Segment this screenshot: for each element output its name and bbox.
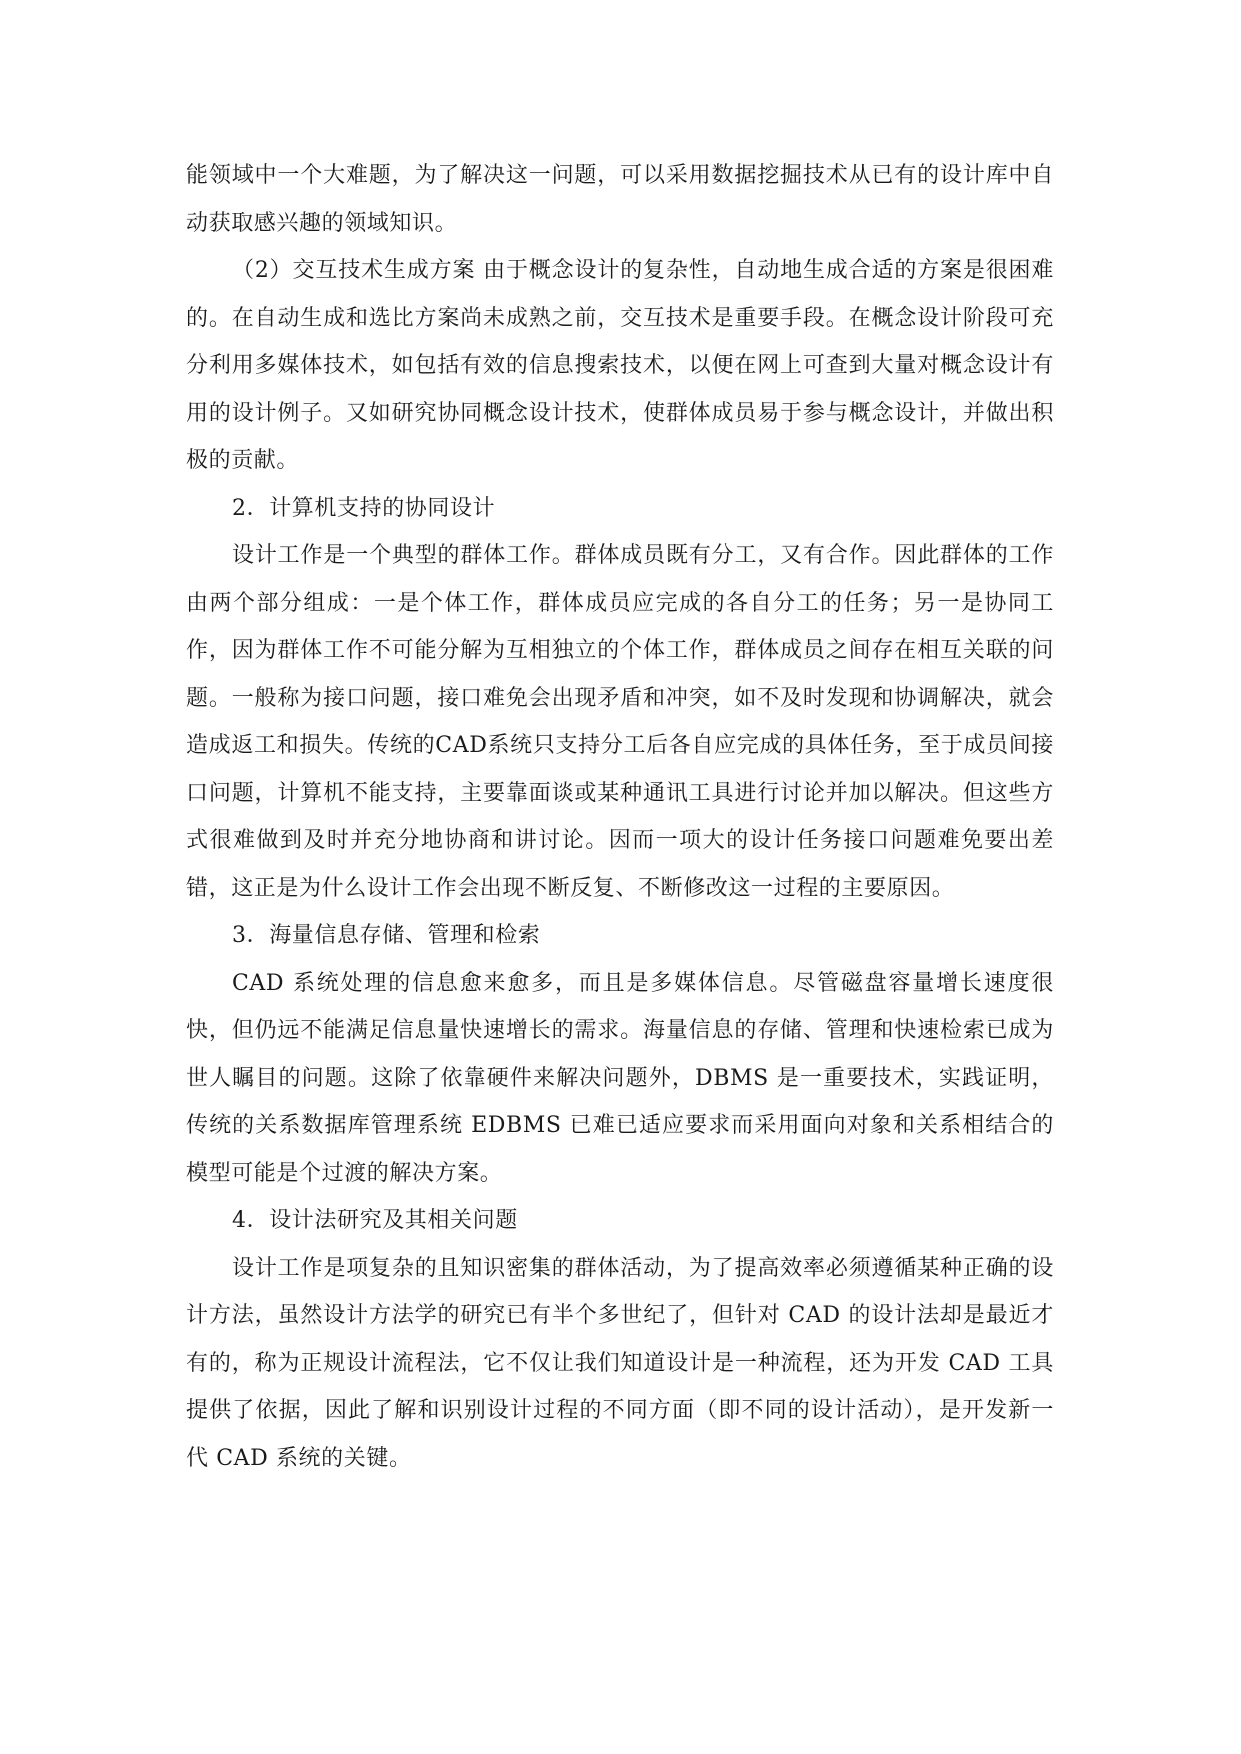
paragraph-continuation: 能领域中一个大难题，为了解决这一问题，可以采用数据挖掘技术从已有的设计库中自动获取感兴趣的领域知识。: [186, 163, 1054, 236]
section-heading-information-storage: 3．海量信息存储、管理和检索: [232, 923, 541, 948]
paragraph-collaborative-design: 设计工作是一个典型的群体工作。群体成员既有分工，又有合作。因此群体的工作由两个部分组成：一是个体工作，群体成员应完成的各自分工的任务；另一是协同工作，因为群体工作不可能分解为互相独立的个体工作，群体成员之间存在相互关联的问题。一般称为接口问题，接口难免会出现矛盾和冲突，如不及时发现和协调解决，就会造成返工和损失。传统的CAD系统只支持分工后各自应完成的具体任务，至于成员间接口问题，计算机不能支持，主要靠面谈或某种通讯工具进行讨论并加以解决。但这些方式很难做到及时并充分地协商和讲讨论。因而一项大的设计任务接口问题难免要出差错，这正是为什么设计工作会出现不断反复、不断修改这一过程的主要原因。: [186, 543, 1054, 901]
paragraph-information-storage: CAD 系统处理的信息愈来愈多，而且是多媒体信息。尽管磁盘容量增长速度很快，但仍远不能满足信息量快速增长的需求。海量信息的存储、管理和快速检索已成为世人瞩目的问题。这除了依靠硬件来解决问题外，DBMS 是一重要技术，实践证明，传统的关系数据库管理系统 EDBMS 已难已适应要求而采用面向对象和关系相结合的模型可能是个过渡的解决方案。: [186, 970, 1054, 1186]
section-heading-collaborative-design: 2．计算机支持的协同设计: [232, 495, 496, 521]
document-body: [186, 152, 1054, 1482]
section-heading-design-methods: 4．设计法研究及其相关问题: [232, 1208, 518, 1233]
paragraph-interactive-technology: （2）交互技术生成方案 由于概念设计的复杂性，自动地生成合适的方案是很困难的。在自动生成和选比方案尚未成熟之前，交互技术是重要手段。在概念设计阶段可充分利用多媒体技术，如包括有效的信息搜索技术，以便在网上可查到大量对概念设计有用的设计例子。又如研究协同概念设计技术，使群体成员易于参与概念设计，并做出积极的贡献。: [186, 258, 1054, 473]
paragraph-design-methods: 设计工作是项复杂的且知识密集的群体活动，为了提高效率必须遵循某种正确的设计方法，虽然设计方法学的研究已有半个多世纪了，但针对 CAD 的设计法却是最近才有的，称为正规设计流程法，它不仅让我们知道设计是一种流程，还为开发 CAD 工具提供了依据，因此了解和识别设计过程的不同方面（即不同的设计活动），是开发新一代 CAD 系统的关键。: [186, 1255, 1054, 1471]
